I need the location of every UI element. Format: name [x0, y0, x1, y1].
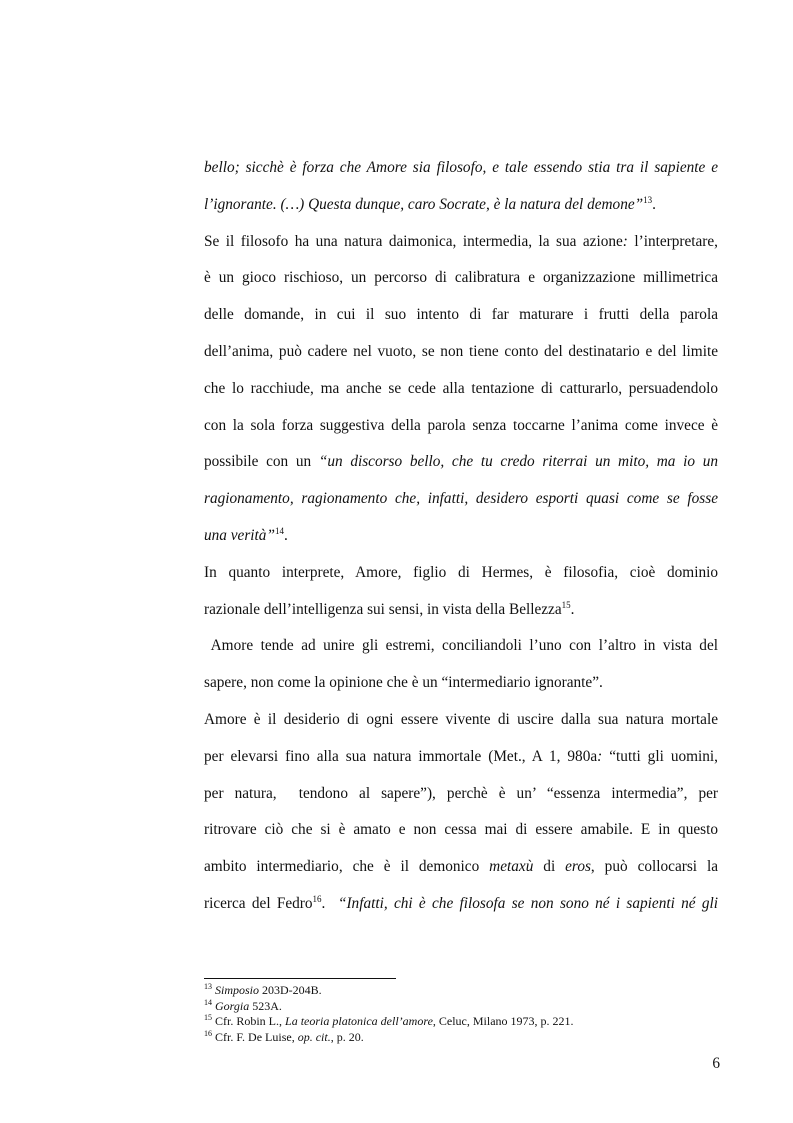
- text-line: è un gioco rischioso, un percorso di calibratura e organizzazione millimetrica: [204, 269, 718, 287]
- paragraph-desire: [204, 702, 718, 923]
- text-line: ragionamento, ragionamento che, infatti, desidero esporti quasi come se fosse: [204, 490, 718, 508]
- text-line: ritrovare ciò che si è amato e non cessa mai di essere amabile. E in questo: [204, 821, 718, 839]
- footnote-separator: [204, 978, 396, 979]
- paragraph-extremes: [204, 628, 718, 702]
- text-line: possibile con un “un discorso bello, che tu credo riterrai un mito, ma io un: [204, 453, 719, 471]
- text-line: per natura, tendono al sapere”), perchè è un’ “essenza intermedia”, per: [204, 784, 718, 802]
- footnote-ref-14: 14: [274, 525, 284, 536]
- footnote-14: $^{14}$ Gorgia 523A.: [204, 997, 282, 1013]
- text-line: una verità”$^{14}$.: [204, 525, 288, 544]
- text-line: bello; sicchè è forza che Amore sia filosofo, e tale essendo stia tra il sapiente e: [204, 159, 718, 176]
- text-line: sapere, non come la opinione che è un “intermediario ignorante”.: [204, 674, 603, 692]
- text-line: In quanto interprete, Amore, figlio di Hermes, è filosofia, cioè dominio: [204, 563, 718, 581]
- text-line: delle domande, in cui il suo intento di far maturare i frutti della parola: [204, 306, 718, 324]
- footnote-ref-15: 15: [561, 599, 571, 610]
- text-line: che lo racchiude, ma anche se cede alla tentazione di catturarlo, persuadendolo: [204, 379, 718, 397]
- text-line: dell’anima, può cadere nel vuoto, se non tiene conto del destinatario e del limite: [204, 342, 718, 360]
- text-line: razionale dell’intelligenza sui sensi, in vista della Bellezza$^{15}$.: [204, 599, 575, 618]
- text-line: Amore è il desiderio di ogni essere vivente di uscire dalla sua natura mortale: [204, 710, 718, 728]
- text-line: Se il filosofo ha una natura daimonica, intermedia, la sua azione: l’interpretare,: [204, 232, 718, 250]
- footnote-ref-16: 16: [312, 893, 322, 904]
- text-line: con la sola forza suggestiva della parola senza toccarne l’anima come invece è: [204, 416, 718, 434]
- text-line: l’ignorante. (…) Questa dunque, caro Socrate, è la natura del demone”$^{13}$.: [204, 194, 656, 213]
- footnote-15: $^{15}$ Cfr. Robin L., La teoria platonica dell’amore, Celuc, Milano 1973, p. 221.: [204, 1013, 574, 1028]
- text-line: ricerca del Fedro$^{16}$. “Infatti, chi è che filosofa se non sono né i sapienti né gli: [204, 893, 718, 912]
- page-number: 6: [712, 1055, 720, 1072]
- footnote-ref-13: 13: [643, 194, 653, 205]
- footnote-13: $^{13}$ Simposio 203D-204B.: [204, 982, 322, 997]
- quote-continuation: [204, 150, 718, 224]
- footnote-16: $^{16}$ Cfr. F. De Luise, op. cit., p. 20.: [204, 1028, 364, 1044]
- text-line: per elevarsi fino alla sua natura immortale (Met., A 1, 980a: “tutti gli uomini,: [204, 747, 718, 765]
- paragraph-interpreter: [204, 555, 718, 629]
- footnotes: [204, 983, 718, 1045]
- body-text: [204, 150, 718, 923]
- text-line: Amore tende ad unire gli estremi, conciliandoli l’uno con l’altro in vista del: [204, 637, 718, 655]
- text-line: ambito intermediario, che è il demonico metaxù di eros, può collocarsi la: [204, 858, 719, 876]
- paragraph-philosopher: [204, 224, 718, 555]
